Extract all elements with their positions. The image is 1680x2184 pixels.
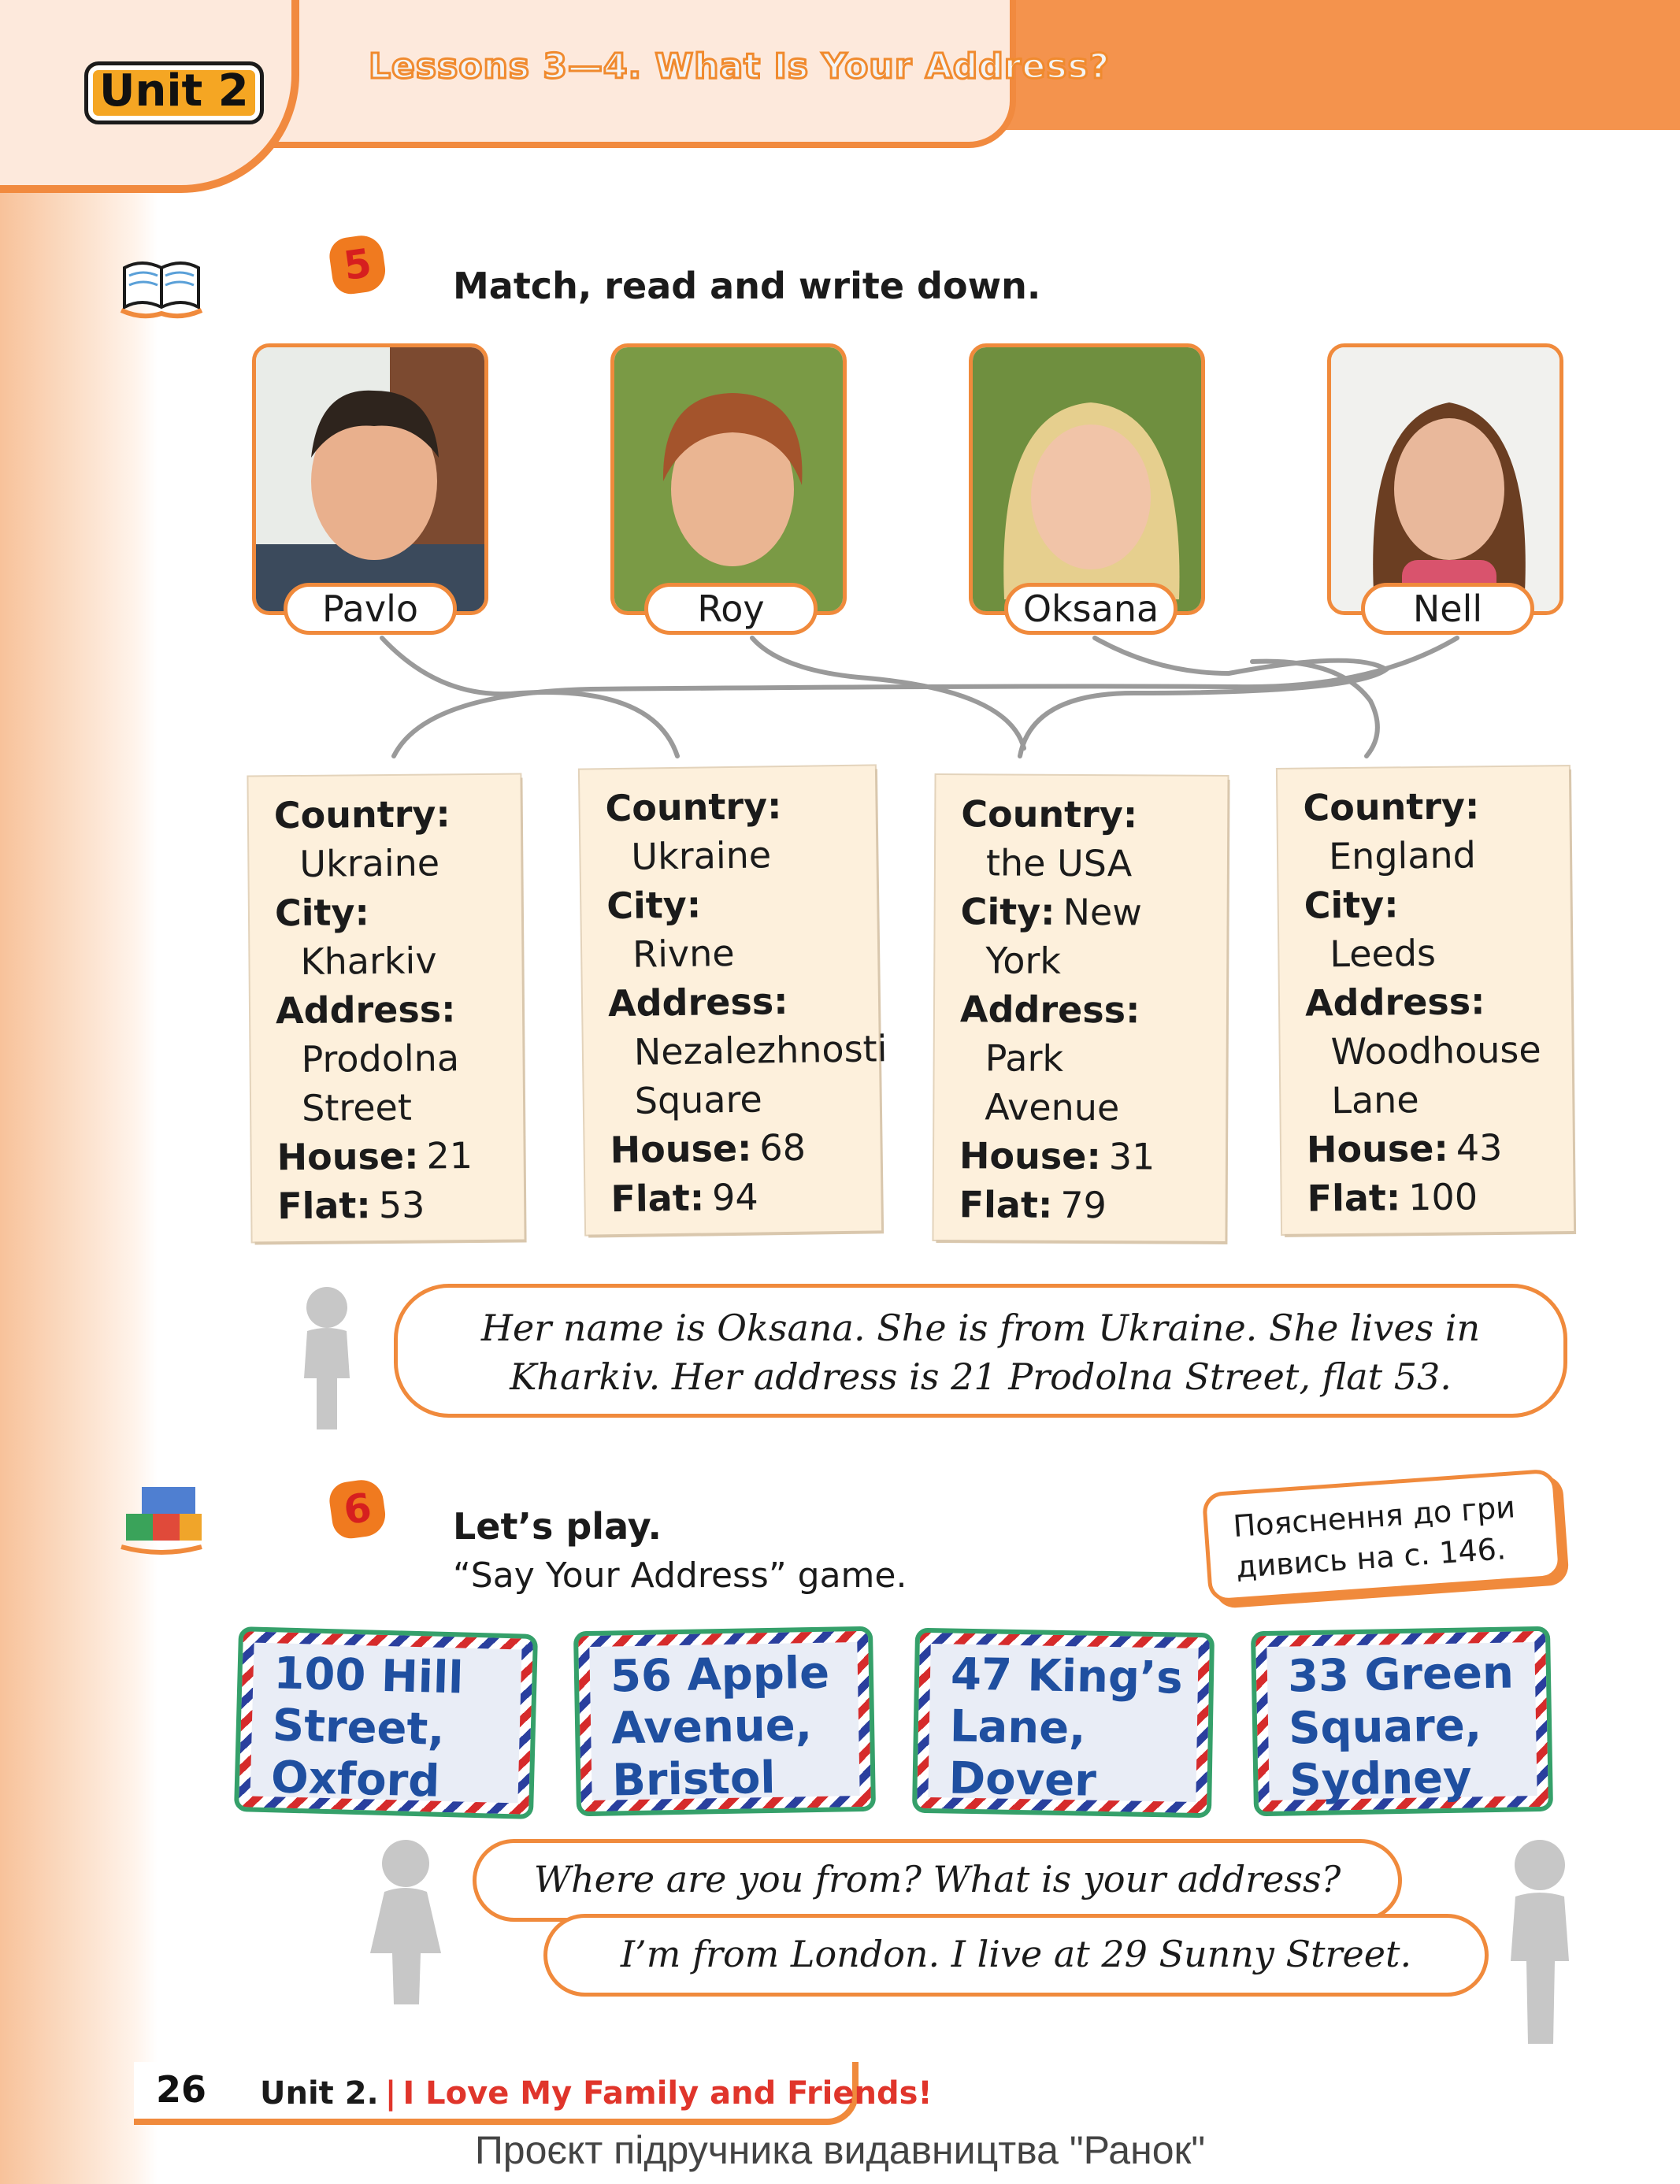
name-tag-roy: Roy <box>644 583 818 635</box>
card-city-line1: New <box>1063 890 1143 934</box>
photo-pavlo <box>252 343 488 615</box>
card-label-address: Address: <box>275 988 456 1033</box>
card-label-house: House: <box>959 1134 1101 1178</box>
card-address-line1: Nezalezhnosti <box>633 1027 888 1073</box>
footer-separator: | <box>384 2075 397 2112</box>
example-speech-bubble <box>394 1284 1567 1418</box>
card-address-line1: Woodhouse <box>1330 1028 1541 1073</box>
matching-lines <box>0 614 1680 772</box>
exercise-6-subheading: “Say Your Address” game. <box>453 1555 907 1596</box>
page-side-strip <box>0 0 158 2184</box>
stamp-line-1: 33 Green <box>1287 1647 1515 1703</box>
card-house: 31 <box>1108 1135 1155 1178</box>
card-house: 43 <box>1456 1125 1503 1170</box>
card-label-address: Address: <box>1304 980 1485 1025</box>
card-label-country: Country: <box>961 792 1138 836</box>
card-flat: 53 <box>378 1183 425 1227</box>
card-flat: 100 <box>1407 1175 1478 1219</box>
page-number: 26 <box>156 2068 207 2111</box>
photo-nell <box>1327 343 1563 615</box>
stamp-line-2: Street, <box>272 1700 446 1756</box>
exercise-6-heading: Let’s play. <box>453 1505 662 1548</box>
exercise-6-badge: 6 <box>327 1478 388 1541</box>
photo-roy <box>610 343 847 615</box>
address-stamp-4[interactable] <box>1251 1626 1553 1817</box>
card-address-line2: Street <box>301 1085 413 1129</box>
address-stamp-3[interactable] <box>912 1628 1215 1819</box>
card-label-country: Country: <box>605 784 782 830</box>
stamp-line-1: 100 Hill <box>273 1648 465 1704</box>
card-label-flat: Flat: <box>610 1176 705 1221</box>
stamp-line-3: Bristol <box>611 1752 777 1807</box>
card-label-house: House: <box>1306 1126 1449 1171</box>
dialog-question-bubble: Where are you from? What is your address? <box>473 1839 1402 1922</box>
address-card-3 <box>933 775 1227 1241</box>
card-label-flat: Flat: <box>959 1183 1053 1226</box>
exercise-5-badge: 5 <box>327 233 388 297</box>
card-label-flat: Flat: <box>1307 1176 1401 1220</box>
stamp-line-1: 47 King’s <box>950 1648 1184 1704</box>
address-card-1 <box>248 775 524 1242</box>
card-label-city: City: <box>274 891 370 935</box>
child-silhouette-icon <box>362 1835 449 2008</box>
card-label-house: House: <box>276 1134 419 1179</box>
card-house: 68 <box>759 1125 807 1170</box>
footer-unit: Unit 2. <box>260 2075 379 2112</box>
unit-tag: Unit 2 <box>84 61 264 124</box>
card-label-city: City: <box>1304 883 1399 927</box>
note-line-2: дивись на с. 146. <box>1234 1531 1508 1585</box>
lesson-title: Lessons 3—4. What Is Your Address? <box>369 46 1111 87</box>
card-flat: 94 <box>711 1175 759 1219</box>
card-address-line2: Avenue <box>985 1085 1120 1129</box>
card-address-line2: Lane <box>1331 1078 1419 1122</box>
dialog-answer-bubble: I’m from London. I live at 29 Sunny Street. <box>543 1914 1489 1997</box>
card-city: Leeds <box>1330 931 1437 976</box>
card-city: Kharkiv <box>300 939 437 983</box>
card-label-country: Country: <box>273 792 451 837</box>
card-label-house: House: <box>610 1126 752 1172</box>
stamp-line-2: Lane, <box>949 1700 1087 1755</box>
card-address-line2: Square <box>634 1077 763 1122</box>
card-label-address: Address: <box>607 979 788 1025</box>
footer-title <box>260 2070 933 2117</box>
stamp-line-1: 56 Apple <box>610 1647 830 1703</box>
photo-oksana <box>969 343 1205 615</box>
card-country: Ukraine <box>631 833 772 878</box>
open-book-icon <box>118 244 205 323</box>
card-label-country: Country: <box>1303 784 1480 829</box>
card-country: the USA <box>985 841 1133 885</box>
exercise-5-instruction: Match, read and write down. <box>453 265 1041 307</box>
footer-unit-title: I Love My Family and Friends! <box>402 2075 933 2112</box>
card-flat: 79 <box>1060 1183 1107 1227</box>
name-tag-oksana: Oksana <box>1004 583 1177 635</box>
card-house: 21 <box>426 1134 473 1177</box>
stamp-line-2: Avenue, <box>610 1700 813 1755</box>
child-silhouette-icon <box>291 1284 362 1433</box>
card-label-flat: Flat: <box>276 1184 372 1228</box>
card-label-address: Address: <box>959 988 1140 1032</box>
stamp-line-3: Dover <box>948 1752 1097 1807</box>
address-card-2 <box>580 766 888 1234</box>
letter-blocks-icon <box>118 1481 205 1559</box>
address-stamp-2[interactable] <box>573 1626 876 1817</box>
stamp-line-2: Square, <box>1288 1700 1482 1755</box>
card-country: Ukraine <box>299 841 440 885</box>
example-line-2: Kharkiv. Her address is 21 Prodolna Street, flat 53. <box>510 1355 1452 1398</box>
address-card-4 <box>1278 766 1574 1234</box>
publisher-credit: Проєкт підручника видавництва "Ранок" <box>474 2128 1206 2172</box>
card-label-city: City: <box>606 883 702 928</box>
game-note-box <box>1202 1468 1563 1603</box>
name-tag-nell: Nell <box>1361 583 1534 635</box>
stamp-line-3: Sydney <box>1289 1752 1473 1807</box>
stamp-line-3: Oxford <box>270 1752 441 1808</box>
card-country: England <box>1328 833 1477 878</box>
address-stamp-1[interactable] <box>234 1626 538 1819</box>
card-address-line1: Prodolna <box>301 1036 460 1081</box>
example-line-1: Her name is Oksana. She is from Ukraine. She lives in <box>480 1307 1481 1349</box>
child-silhouette-icon <box>1496 1835 1583 2048</box>
card-city-line2: York <box>985 939 1062 982</box>
name-tag-pavlo: Pavlo <box>284 583 457 635</box>
card-label-city: City: <box>960 890 1055 933</box>
note-line-1: Пояснення до гри <box>1232 1489 1517 1544</box>
card-city: Rivne <box>632 931 735 976</box>
card-address-line1: Park <box>985 1036 1064 1080</box>
